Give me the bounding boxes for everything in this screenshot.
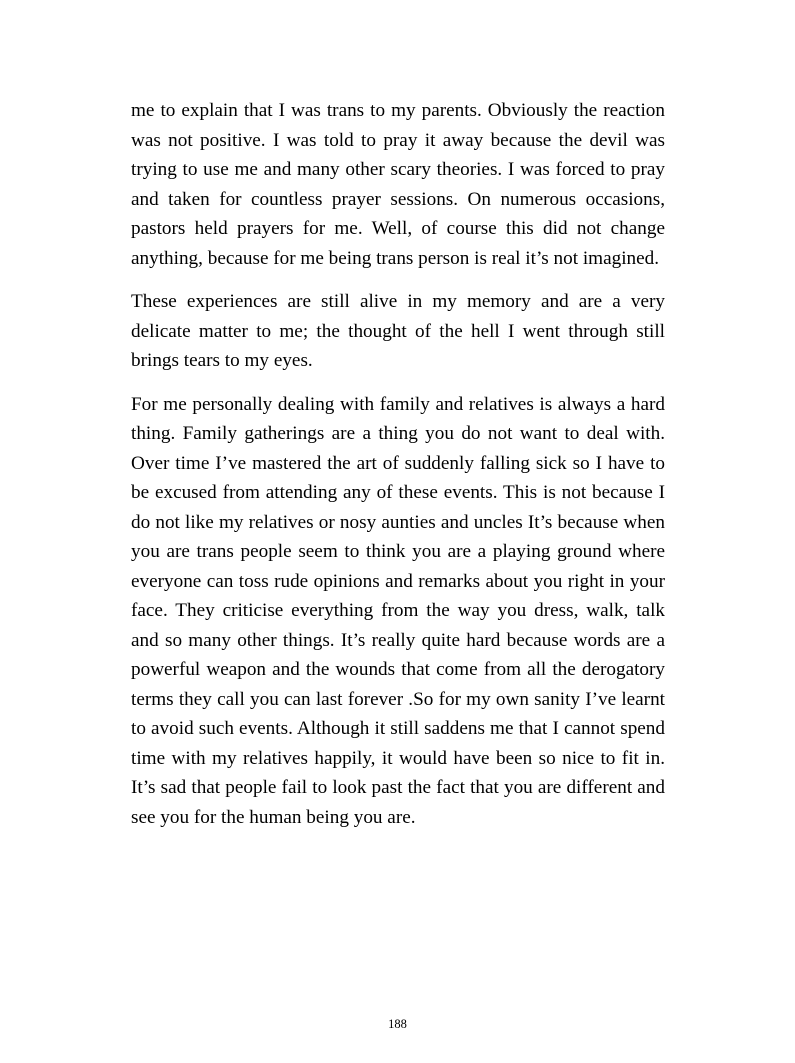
- paragraph: me to explain that I was trans to my parents. Obviously the reaction was not positive. I was told to pray it away because the devil was trying to use me and many other scary theories. I was forced to pray and taken for countless prayer sessions. On numerous occasions, pastors held prayers for me. Well, of course this did not change anything, because for me being trans person is real it’s not imagined.: [131, 100, 665, 269]
- page-body: [131, 96, 665, 832]
- paragraph: These experiences are still alive in my memory and are a very delicate matter to me; the thought of the hell I went through still brings tears to my eyes.: [131, 291, 665, 371]
- page-number: 188: [388, 1017, 407, 1031]
- paragraph: For me personally dealing with family and relatives is always a hard thing. Family gatherings are a thing you do not want to deal with. Over time I’ve mastered the art of suddenly falling sick so I have to be excused from attending any of these events. This is not because I do not like my relatives or nosy aunties and uncles It’s because when you are trans people seem to think you are a playing ground where everyone can toss rude opinions and remarks about you right in your face. They criticise everything from the way you dress, walk, talk and so many other things. It’s really quite hard because words are a powerful weapon and the wounds that come from all the derogatory terms they call you can last forever .So for my own sanity I’ve learnt to avoid such events. Although it still saddens me that I cannot spend time with my relatives happily, it would have been so nice to fit in. It’s sad that people fail to look past the fact that you are different and see you for the human being you are.: [131, 393, 665, 828]
